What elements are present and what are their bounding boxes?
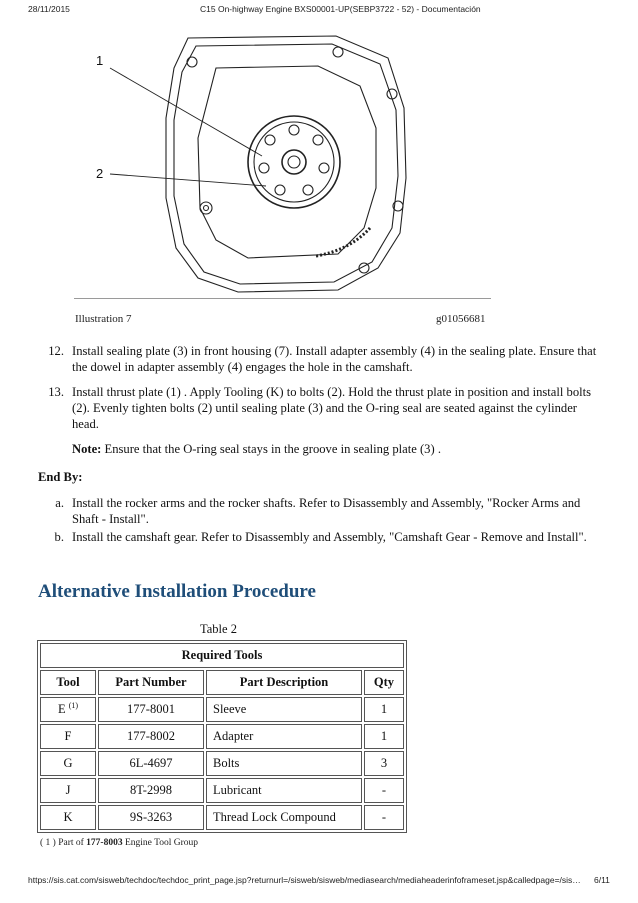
step-number: 13. [48, 385, 64, 399]
footnote-suffix: Engine Tool Group [122, 838, 199, 848]
section-title: Alternative Installation Procedure [38, 581, 316, 602]
header-qty: Qty [364, 670, 404, 695]
note [40, 441, 600, 457]
footnote-part-number: 177-8003 [86, 838, 123, 848]
footnote-marker: ( 1 ) [40, 838, 56, 848]
end-by-item-b [40, 529, 600, 545]
cell-description: Adapter [206, 724, 362, 749]
engine-illustration [88, 28, 428, 296]
table-label: Table 2 [200, 622, 237, 636]
cell-description: Sleeve [206, 697, 362, 722]
cell-qty: 1 [364, 697, 404, 722]
cell-part-number: 177-8001 [98, 697, 204, 722]
cell-qty: 1 [364, 724, 404, 749]
cell-tool [40, 697, 96, 722]
figure-divider [74, 298, 491, 299]
required-tools-table [37, 640, 407, 833]
note-label: Note: [72, 442, 102, 456]
header-title: C15 On-highway Engine BXS00001-UP(SEBP3722 - 52) - Documentación [200, 4, 481, 14]
footnote-prefix: Part of [55, 838, 87, 848]
header-part-number: Part Number [98, 670, 204, 695]
header-part-description: Part Description [206, 670, 362, 695]
table-row [40, 805, 404, 830]
item-letter: a. [55, 496, 64, 510]
cell-tool: J [40, 778, 96, 803]
table-row [40, 724, 404, 749]
step-text: Install thrust plate (1) . Apply Tooling (K) to bolts (2). Hold the thrust plate in position and install bolts (2). Evenly tighten bolts (2) until sealing plate (3) and the O-ring seal are seated against the cylinder head. [72, 385, 592, 431]
callout-1: 1 [96, 53, 104, 68]
cell-part-number: 9S-3263 [98, 805, 204, 830]
cell-part-number: 177-8002 [98, 724, 204, 749]
cell-qty: 3 [364, 751, 404, 776]
cell-qty: - [364, 778, 404, 803]
tool-letter: E [57, 702, 66, 717]
item-text: Install the rocker arms and the rocker shafts. Refer to Disassembly and Assembly, "Rocker Arms and Shaft - Install". [72, 496, 581, 526]
illustration-caption: Illustration 7 [75, 313, 132, 325]
step-number: 12. [48, 344, 64, 358]
cell-part-number: 8T-2998 [98, 778, 204, 803]
footer-page-number: 6/11 [594, 875, 610, 885]
note-text: Ensure that the O-ring seal stays in the groove in sealing plate (3) . [101, 442, 441, 456]
footnote-marker: (1) [68, 701, 79, 711]
cell-description: Thread Lock Compound [206, 805, 362, 830]
callout-2: 2 [96, 166, 104, 181]
item-text: Install the camshaft gear. Refer to Disassembly and Assembly, "Camshaft Gear - Remove and Install". [72, 530, 587, 544]
table-footnote [40, 838, 198, 848]
cell-description: Lubricant [206, 778, 362, 803]
cell-tool: K [40, 805, 96, 830]
step-12 [40, 343, 600, 375]
header-date: 28/11/2015 [28, 4, 70, 14]
end-by-heading: End By: [38, 470, 83, 484]
step-text: Install sealing plate (3) in front housing (7). Install adapter assembly (4) in the sealing plate. Ensure that the dowel in adapter assembly (4) engages the hole in the camshaft. [72, 344, 597, 374]
header-tool: Tool [40, 670, 96, 695]
table-row [40, 697, 404, 722]
cell-description: Bolts [206, 751, 362, 776]
cell-tool: G [40, 751, 96, 776]
item-letter: b. [54, 530, 64, 544]
cell-qty: - [364, 805, 404, 830]
table-row [40, 778, 404, 803]
step-13 [40, 384, 600, 432]
end-by-item-a [40, 495, 600, 527]
procedure-steps [40, 343, 600, 547]
cell-tool: F [40, 724, 96, 749]
cell-part-number: 6L-4697 [98, 751, 204, 776]
table-title: Required Tools [40, 643, 404, 668]
table-row [40, 751, 404, 776]
footer-url: https://sis.cat.com/sisweb/techdoc/techdoc_print_page.jsp?returnurl=/sisweb/sisweb/mediasearch/mediaheaderinfoframeset.jsp&calledpage=/sis… [28, 875, 581, 885]
illustration-id: g01056681 [436, 313, 486, 325]
